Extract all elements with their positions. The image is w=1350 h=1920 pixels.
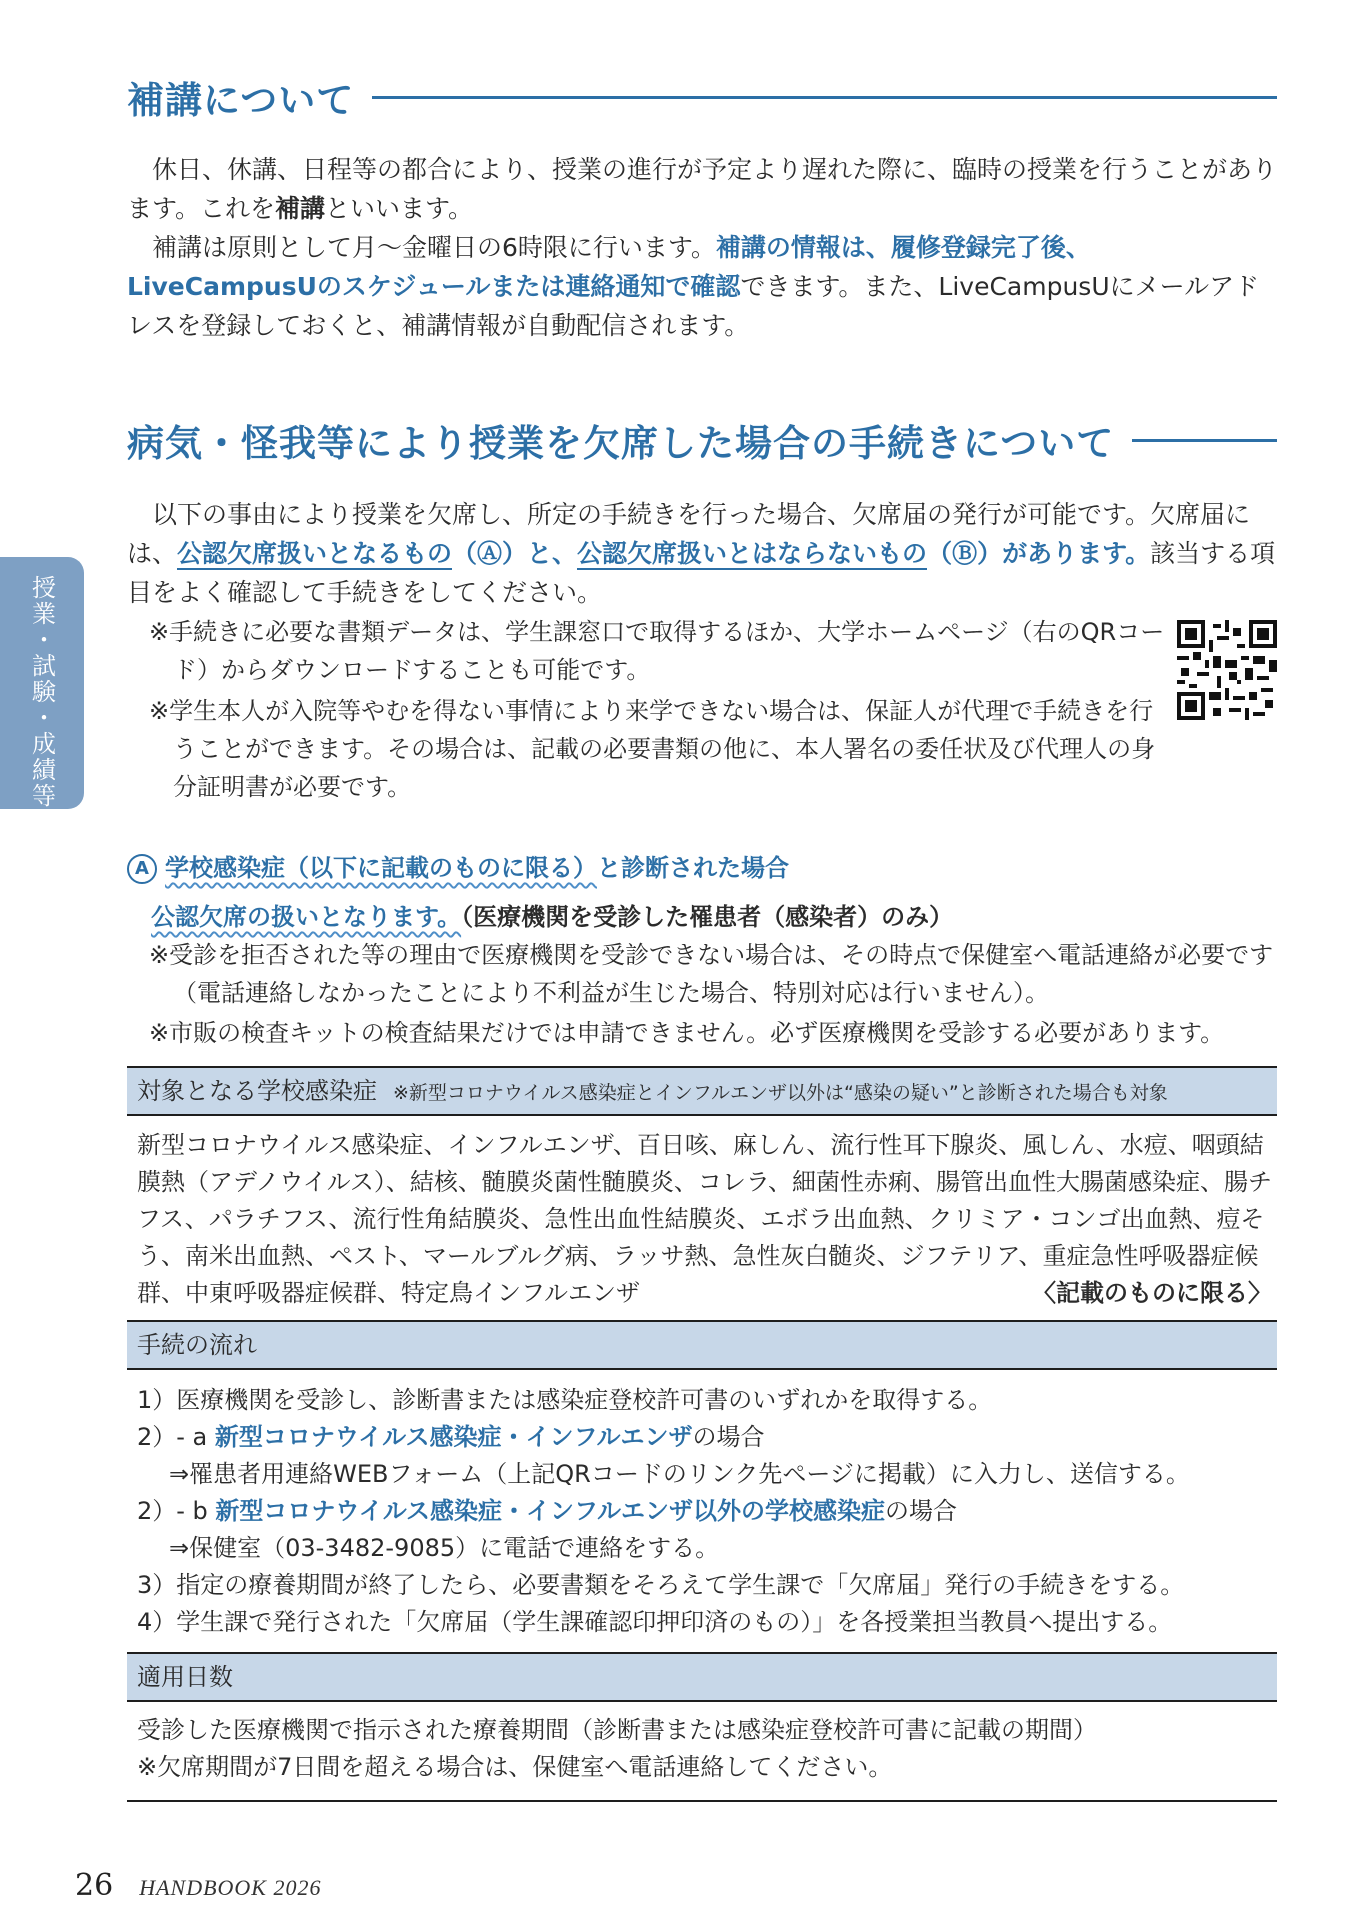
makeup-paragraph-1: 休日、休講、日程等の都合により、授業の進行が予定より遅れた際に、臨時の授業を行うことがあります。これを補講といいます。 [127, 155, 1278, 223]
section-heading-makeup-classes [127, 70, 1277, 124]
infectious-diseases-header: 対象となる学校感染症 ※新型コロナウイルス感染症とインフルエンザ以外は“感染の疑い”と診断された場合も対象 [127, 1066, 1277, 1116]
procedure-steps [137, 1382, 1277, 1641]
absence-intro: 以下の事由により授業を欠席し、所定の手続きを行った場合、欠席届の発行が可能です。欠席届には、公認欠席扱いとなるもの（Ⓐ）と、公認欠席扱いとはならないもの（Ⓑ）があります。該当する項目をよく確認して手続きをしてください。 [127, 500, 1276, 607]
makeup-paragraph-2: 補講は原則として月～金曜日の6時限に行います。補講の情報は、履修登録完了後、LiveCampusUのスケジュールまたは連絡通知で確認できます。また、LiveCampusUにメールアドレスを登録しておくと、補講情報が自動配信されます。 [127, 233, 1260, 340]
applicable-days-body: 受診した医療機関で指示された療養期間（診断書または感染症登校許可書に記載の期間） ※欠席期間が7日間を超える場合は、保健室へ電話連絡してください。 [137, 1716, 1097, 1781]
table-bottom-rule [127, 1800, 1277, 1802]
step-2a: 2）- a 新型コロナウイルス感染症・インフルエンザの場合 [137, 1423, 765, 1451]
note-documents: ※手続きに必要な書類データは、学生課窓口で取得するほか、大学ホームページ（右のQRコード）からダウンロードすることも可能です。 [149, 618, 1165, 684]
section-heading-absence [127, 413, 1277, 467]
page-number: 26 [75, 1868, 114, 1903]
applicable-days-header: 適用日数 [127, 1652, 1277, 1702]
section-title: 補講について [127, 79, 355, 122]
step-2b-detail: ⇒保健室（03-3482-9085）に電話で連絡をする。 [169, 1534, 720, 1562]
infectious-diseases-list: 新型コロナウイルス感染症、インフルエンザ、百日咳、麻しん、流行性耳下腺炎、風しん、水痘、咽頭結膜熱（アデノウイルス）、結核、髄膜炎菌性髄膜炎、コレラ、細菌性赤痢、腸管出血性大腸菌感染症、腸チフス、パラチフス、流行性角結膜炎、急性出血性結膜炎、エボラ出血熱、クリミア・コンゴ出血熱、痘そう、南米出血熱、ペスト、マールブルグ病、ラッサ熱、急性灰白髄炎、ジフテリア、重症急性呼吸器症候群、中東呼吸器症候群、特定鳥インフルエンザ 〈記載のものに限る〉 [137, 1131, 1272, 1307]
note-proxy: ※学生本人が入院等やむを得ない事情により来学できない場合は、保証人が代理で手続きを行うことができます。その場合は、記載の必要書類の他に、本人署名の委任状及び代理人の身分証明書が必要です。 [149, 697, 1156, 801]
circled-a-icon: A [127, 854, 157, 884]
handbook-title: HANDBOOK 2026 [139, 1875, 322, 1900]
section-a-status: 公認欠席の扱いとなります。（医療機関を受診した罹患者（感染者）のみ） [151, 903, 954, 931]
procedure-header: 手続の流れ [127, 1320, 1277, 1370]
qr-code-icon[interactable] [1177, 620, 1277, 720]
step-4: 4）学生課で発行された「欠席届（学生課確認印押印済のもの）」を各授業担当教員へ提出する。 [137, 1608, 1173, 1636]
step-3: 3）指定の療養期間が終了したら、必要書類をそろえて学生課で「欠席届」発行の手続きをする。 [137, 1571, 1185, 1599]
heading-rule [372, 96, 1277, 99]
step-1: 1）医療機関を受診し、診断書または感染症登校許可書のいずれかを取得する。 [137, 1386, 993, 1414]
side-tab-label: 授業・試験・成績等 [27, 575, 56, 809]
page-footer [75, 1868, 321, 1903]
note-refused-exam: ※受診を拒否された等の理由で医療機関を受診できない場合は、その時点で保健室へ電話連絡が必要です（電話連絡しなかったことにより不利益が生じた場合、特別対応は行いません）。 [149, 941, 1274, 1007]
step-2b: 2）- b 新型コロナウイルス感染症・インフルエンザ以外の学校感染症の場合 [137, 1497, 958, 1525]
section-a-heading: A 学校感染症（以下に記載のものに限る）と診断された場合 [127, 848, 789, 884]
note-test-kit: ※市販の検査キットの検査結果だけでは申請できません。必ず医療機関を受診する必要があります。 [149, 1019, 1225, 1047]
side-tab [0, 557, 84, 809]
section-title: 病気・怪我等により授業を欠席した場合の手続きについて [127, 422, 1115, 465]
heading-rule [1132, 439, 1277, 442]
step-2a-detail: ⇒罹患者用連絡WEBフォーム（上記QRコードのリンク先ページに掲載）に入力し、送信する。 [169, 1460, 1190, 1488]
